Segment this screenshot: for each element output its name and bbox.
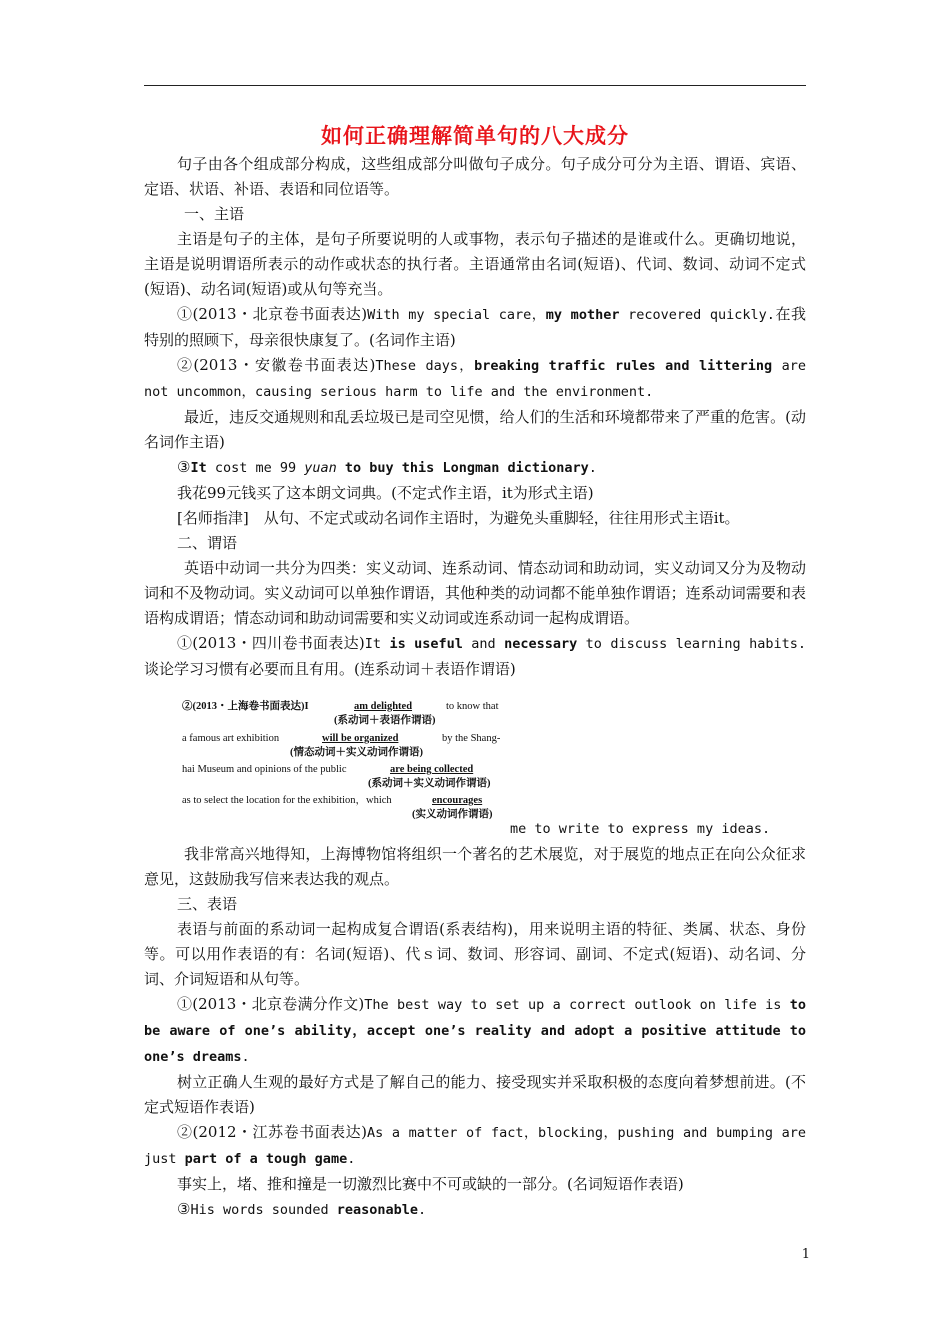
fig-line3-start: hai Museum and opinions of the public bbox=[182, 764, 347, 775]
page-number: 1 bbox=[801, 1247, 810, 1262]
section-heading-predicative: 三、表语 bbox=[177, 895, 238, 913]
teacher-tip: [名师指津] 从句、不定式或动名词作主语时，为避免头重脚轻，往往用形式主语it。 bbox=[177, 509, 740, 527]
predicate-example-2-tail: me to write to express my ideas. bbox=[510, 821, 771, 837]
subject-example-2: ②(2013・安徽卷书面表达)These days，breaking traffic rules and littering are not uncommon，causing serious harm to life and the environment. bbox=[144, 356, 806, 400]
fig-line2-start: a famous art exhibition bbox=[182, 733, 280, 744]
fig-line1-note: (系动词＋表语作谓语) bbox=[334, 715, 436, 726]
fig-line2-note: (情态动词＋实义动词作谓语) bbox=[290, 747, 423, 758]
fig-line2-end: by the Shang- bbox=[442, 733, 501, 744]
predicative-description: 表语与前面的系动词一起构成复合谓语(系表结构)，用来说明主语的特征、类属、状态、身份等。可以用作表语的有：名词(短语)、代ｓ词、数词、形容词、副词、不定式(短语)、动名词、分词、介词短语和从句等。 bbox=[144, 920, 806, 988]
predicative-example-1-translation: 树立正确人生观的最好方式是了解自己的能力、接受现实并采取积极的态度向着梦想前进。(不定式短语作表语) bbox=[144, 1073, 806, 1116]
fig-line3-predicate: are being collected bbox=[390, 764, 474, 775]
predicate-example-2-figure bbox=[144, 688, 806, 820]
section-heading-subject: 一、主语 bbox=[184, 205, 245, 223]
fig-line3-note: (系动词＋实义动词作谓语) bbox=[368, 778, 491, 789]
fig-line1-predicate: am delighted bbox=[354, 701, 413, 712]
fig-line4-note: (实义动词作谓语) bbox=[412, 809, 493, 820]
section-heading-predicate: 二、谓语 bbox=[177, 534, 238, 552]
subject-example-1: ①(2013・北京卷书面表达)With my special care，my mother recovered quickly.在我特别的照顾下，母亲很快康复了。(名词作主语) bbox=[144, 305, 806, 349]
header-rule bbox=[144, 85, 806, 86]
predicative-example-2: ②(2012・江苏卷书面表达)As a matter of fact，blocking，pushing and bumping are just part of a tough game. bbox=[144, 1123, 806, 1167]
predicative-example-3: ③His words sounded reasonable. bbox=[177, 1200, 427, 1218]
predicate-example-2-translation: 我非常高兴地得知，上海博物馆将组织一个著名的艺术展览，对于展览的地点正在向公众征求意见，这鼓励我写信来表达我的观点。 bbox=[144, 845, 806, 888]
fig-line1-end: to know that bbox=[446, 701, 499, 712]
predicative-example-2-translation: 事实上，堵、推和撞是一切激烈比赛中不可或缺的一部分。(名词短语作表语) bbox=[177, 1175, 684, 1193]
fig-line1-start: ②(2013・上海卷书面表达)I bbox=[182, 701, 309, 712]
page-title: 如何正确理解简单句的八大成分 bbox=[321, 124, 629, 148]
subject-example-3: ③It cost me 99 yuan to buy this Longman dictionary. bbox=[177, 458, 597, 476]
subject-example-3-translation: 我花99元钱买了这本朗文词典。(不定式作主语，it为形式主语) bbox=[177, 484, 594, 502]
predicative-example-1: ①(2013・北京卷满分作文)The best way to set up a correct outlook on life is to be aware of one’s ability，accept one’s reality and adopt a positive attitude to one’s dreams. bbox=[144, 995, 806, 1065]
fig-line2-predicate: will be organized bbox=[322, 733, 399, 744]
subject-description: 主语是句子的主体，是句子所要说明的人或事物，表示句子描述的是谁或什么。更确切地说，主语是说明谓语所表示的动作或状态的执行者。主语通常由名词(短语)、代词、数词、动词不定式(短语)、动名词(短语)或从句等充当。 bbox=[144, 230, 806, 298]
predicate-example-1: ①(2013・四川卷书面表达)It is useful and necessary to discuss learning habits.谈论学习习惯有必要而且有用。(连系动词＋表语作谓语) bbox=[144, 634, 806, 678]
fig-line4-start: as to select the location for the exhibition，which bbox=[182, 795, 392, 806]
intro-paragraph: 句子由各个组成部分构成，这些组成部分叫做句子成分。句子成分可分为主语、谓语、宾语、定语、状语、补语、表语和同位语等。 bbox=[144, 155, 806, 198]
document-body bbox=[144, 152, 806, 1223]
fig-line4-predicate: encourages bbox=[432, 795, 483, 806]
predicate-description: 英语中动词一共分为四类：实义动词、连系动词、情态动词和助动词，实义动词又分为及物动词和不及物动词。实义动词可以单独作谓语，其他种类的动词都不能单独作谓语；连系动词需要和表语构成谓语；情态动词和助动词需要和实义动词或连系动词一起构成谓语。 bbox=[144, 559, 806, 627]
subject-example-2-translation: 最近，违反交通规则和乱丢垃圾已是司空见惯，给人们的生活和环境都带来了严重的危害。(动名词作主语) bbox=[144, 408, 806, 451]
